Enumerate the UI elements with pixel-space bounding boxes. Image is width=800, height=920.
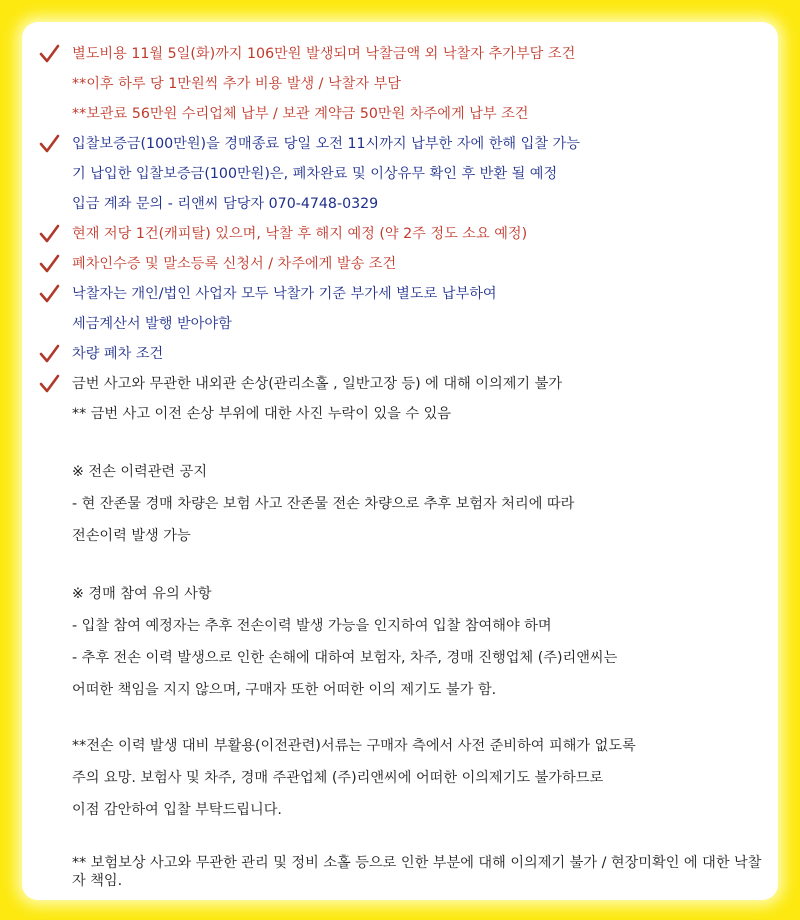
checklist-text: 현재 저당 1건(캐피탈) 있으며, 낙찰 후 해지 예정 (약 2주 정도 소요 예정): [72, 226, 528, 242]
checkmark-icon: [38, 373, 60, 395]
notice-total-loss-title: ※ 전손 이력관련 공지: [72, 464, 208, 480]
checklist-subline: [22, 70, 778, 98]
checkmark-icon: [38, 223, 60, 245]
checklist-text: 차량 폐차 조건: [72, 346, 164, 362]
checkmark-icon: [38, 43, 60, 65]
checklist-text: **보관료 56만원 수리업체 납부 / 보관 계약금 50만원 차주에게 납부 조건: [72, 106, 529, 122]
checklist-text: 폐차인수증 및 말소등록 신청서 / 차주에게 발송 조건: [72, 256, 397, 272]
checkmark-icon: [38, 133, 60, 155]
notice-liability: ** 보험보상 사고와 무관한 관리 및 정비 소홀 등으로 인한 부분에 대해 이의제기 불가 / 현장미확인 에 대한 낙찰자 책임.: [72, 855, 762, 889]
checkmark-icon: [38, 253, 60, 275]
notice-documents-line: **전손 이력 발생 대비 부활용(이전관련)서류는 구매자 측에서 사전 준비하여 피해가 없도록: [72, 738, 636, 754]
checklist-subline: [22, 400, 778, 428]
checklist-text: **이후 하루 당 1만원씩 추가 비용 발생 / 낙찰자 부담: [72, 76, 401, 92]
checklist-item: [22, 250, 778, 278]
checklist-item: [22, 280, 778, 308]
checklist-text: 금번 사고와 무관한 내외관 손상(관리소홀 , 일반고장 등) 에 대해 이의제기 불가: [72, 376, 563, 392]
checklist-text: 입금 계좌 문의 - 리앤씨 담당자 070-4748-0329: [72, 196, 379, 212]
checklist-text: 별도비용 11월 5일(화)까지 106만원 발생되며 낙찰금액 외 낙찰자 추가부담 조건: [72, 46, 576, 62]
checkmark-icon: [38, 343, 60, 365]
checklist-subline: [22, 310, 778, 338]
notice-caution-title: ※ 경매 참여 유의 사항: [72, 586, 212, 602]
checkmark-icon: [38, 283, 60, 305]
notice-total-loss-line: 전손이력 발생 가능: [72, 528, 191, 544]
checklist-subline: [22, 190, 778, 218]
checklist-text: 입찰보증금(100만원)을 경매종료 당일 오전 11시까지 납부한 자에 한해 입찰 가능: [72, 136, 580, 152]
notice-caution-line: - 추후 전손 이력 발생으로 인한 손해에 대하여 보험자, 차주, 경매 진행업체 (주)리앤씨는: [72, 650, 618, 666]
checklist-item: [22, 340, 778, 368]
notice-documents-line: 이점 감안하여 입찰 부탁드립니다.: [72, 802, 282, 818]
checklist-item: [22, 220, 778, 248]
notice-documents-line: 주의 요망. 보험사 및 차주, 경매 주관업체 (주)리앤씨에 어떠한 이의제기도 불가하므로: [72, 770, 604, 786]
checklist-item: [22, 130, 778, 158]
notice-panel: [22, 22, 778, 900]
checklist-item: [22, 40, 778, 68]
notice-caution-line: 어떠한 책임을 지지 않으며, 구매자 또한 어떠한 이의 제기도 불가 함.: [72, 682, 497, 698]
checklist-text: ** 금번 사고 이전 손상 부위에 대한 사진 누락이 있을 수 있음: [72, 406, 452, 422]
checklist-text: 기 납입한 입찰보증금(100만원)은, 폐차완료 및 이상유무 확인 후 반환 될 예정: [72, 166, 558, 182]
checklist-text: 세금계산서 발행 받아야함: [72, 316, 232, 332]
checklist-subline: [22, 160, 778, 188]
checklist-item: [22, 370, 778, 398]
notice-total-loss-line: - 현 잔존물 경매 차량은 보험 사고 잔존물 전손 차량으로 추후 보험자 처리에 따라: [72, 496, 575, 512]
checklist-text: 낙찰자는 개인/법인 사업자 모두 낙찰가 기준 부가세 별도로 납부하여: [72, 286, 497, 302]
notice-caution-line: - 입찰 참여 예정자는 추후 전손이력 발생 가능을 인지하여 입찰 참여해야 하며: [72, 618, 552, 634]
checklist-subline: [22, 100, 778, 128]
